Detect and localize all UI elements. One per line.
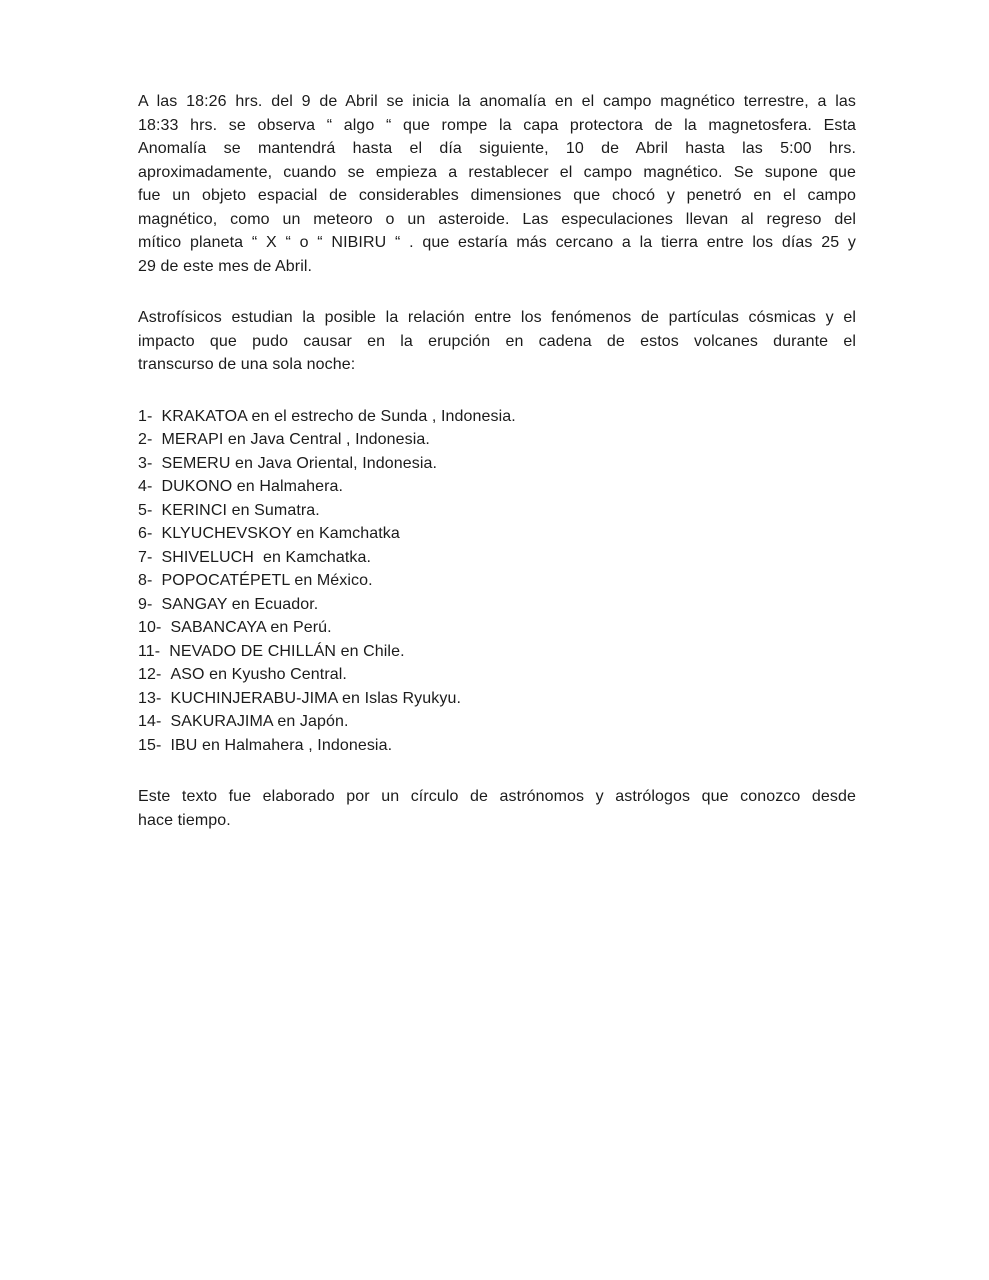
list-item-number: 2- [138, 431, 153, 448]
list-item-number: 13- [138, 689, 162, 707]
list-item-text: SEMERU en Java Oriental, Indonesia. [161, 454, 438, 472]
text-line: 18:33 hrs. se observa “ algo “ que rompe la capa protectora de la magnetosfera. Esta [138, 116, 856, 134]
text-line: impacto que pudo causar en la erupción en cadena de estos volcanes durante el [138, 332, 856, 350]
list-item-number: 9- [138, 595, 153, 613]
text-line: aproximadamente, cuando se empieza a restablecer el campo magnético. Se supone que [138, 163, 856, 181]
list-item-number: 8- [138, 572, 153, 589]
paragraph-astrophysicists [138, 306, 856, 377]
list-item-number: 10- [138, 619, 162, 636]
list-item [138, 710, 856, 734]
list-item [138, 522, 856, 546]
list-item-number: 12- [138, 666, 162, 683]
text-line: hace tiempo. [138, 811, 231, 829]
list-item [138, 593, 856, 617]
list-item-text: SABANCAYA en Perú. [170, 619, 332, 636]
text-line: transcurso de una sola noche: [138, 356, 356, 373]
volcano-list [138, 405, 856, 758]
list-item-number: 6- [138, 525, 153, 542]
text-line: mítico planeta “ X “ o “ NIBIRU “ . que estaría más cercano a la tierra entre los días 25 y [138, 234, 856, 251]
document-text-block [138, 90, 856, 860]
list-item [138, 734, 856, 758]
text-line: Anomalía se mantendrá hasta el día siguiente, 10 de Abril hasta las 5:00 hrs. [138, 140, 856, 157]
list-item-text: DUKONO en Halmahera. [161, 478, 344, 495]
list-item-text: KUCHINJERABU-JIMA en Islas Ryukyu. [170, 689, 462, 707]
list-item [138, 475, 856, 499]
list-item [138, 569, 856, 593]
text-line: Este texto fue elaborado por un círculo de astrónomos y astrólogos que conozco desde [138, 788, 856, 805]
list-item-text: SANGAY en Ecuador. [161, 595, 319, 613]
list-item-text: POPOCATÉPETL en México. [161, 572, 373, 589]
list-item-number: 7- [138, 548, 153, 566]
list-item-number: 11- [138, 642, 161, 660]
list-item-text: MERAPI en Java Central , Indonesia. [161, 431, 430, 448]
list-item [138, 687, 856, 711]
list-item-number: 3- [138, 454, 153, 472]
list-item-text: IBU en Halmahera , Indonesia. [170, 736, 393, 754]
list-item-text: NEVADO DE CHILLÁN en Chile. [169, 642, 405, 660]
text-line: Astrofísicos estudian la posible la relación entre los fenómenos de partículas cósmicas y el [138, 309, 856, 326]
list-item-text: SAKURAJIMA en Japón. [170, 713, 349, 730]
paragraph-closing [138, 785, 856, 832]
text-line: A las 18:26 hrs. del 9 de Abril se inicia la anomalía en el campo magnético terrestre, a las [138, 93, 856, 110]
list-item [138, 428, 856, 452]
list-item [138, 640, 856, 664]
list-item-text: KRAKATOA en el estrecho de Sunda , Indonesia. [161, 407, 516, 425]
list-item-number: 1- [138, 407, 153, 425]
text-line: fue un objeto espacial de considerables dimensiones que chocó y penetró en el campo [138, 187, 856, 204]
list-item [138, 452, 856, 476]
text-line: 29 de este mes de Abril. [138, 257, 313, 275]
list-item-number: 5- [138, 501, 153, 519]
paragraph-magnetic-anomaly [138, 90, 856, 278]
list-item-number: 4- [138, 478, 153, 495]
list-item-number: 15- [138, 736, 162, 754]
text-line: magnético, como un meteoro o un asteroide. Las especulaciones llevan al regreso del [138, 210, 856, 228]
list-item-text: ASO en Kyusho Central. [170, 666, 347, 683]
list-item-text: KERINCI en Sumatra. [161, 501, 320, 519]
list-item-text: SHIVELUCH en Kamchatka. [161, 548, 372, 566]
list-item-number: 14- [138, 713, 162, 730]
list-item-text: KLYUCHEVSKOY en Kamchatka [161, 525, 400, 542]
list-item [138, 546, 856, 570]
list-item [138, 616, 856, 640]
list-item [138, 663, 856, 687]
list-item [138, 499, 856, 523]
list-item [138, 405, 856, 429]
